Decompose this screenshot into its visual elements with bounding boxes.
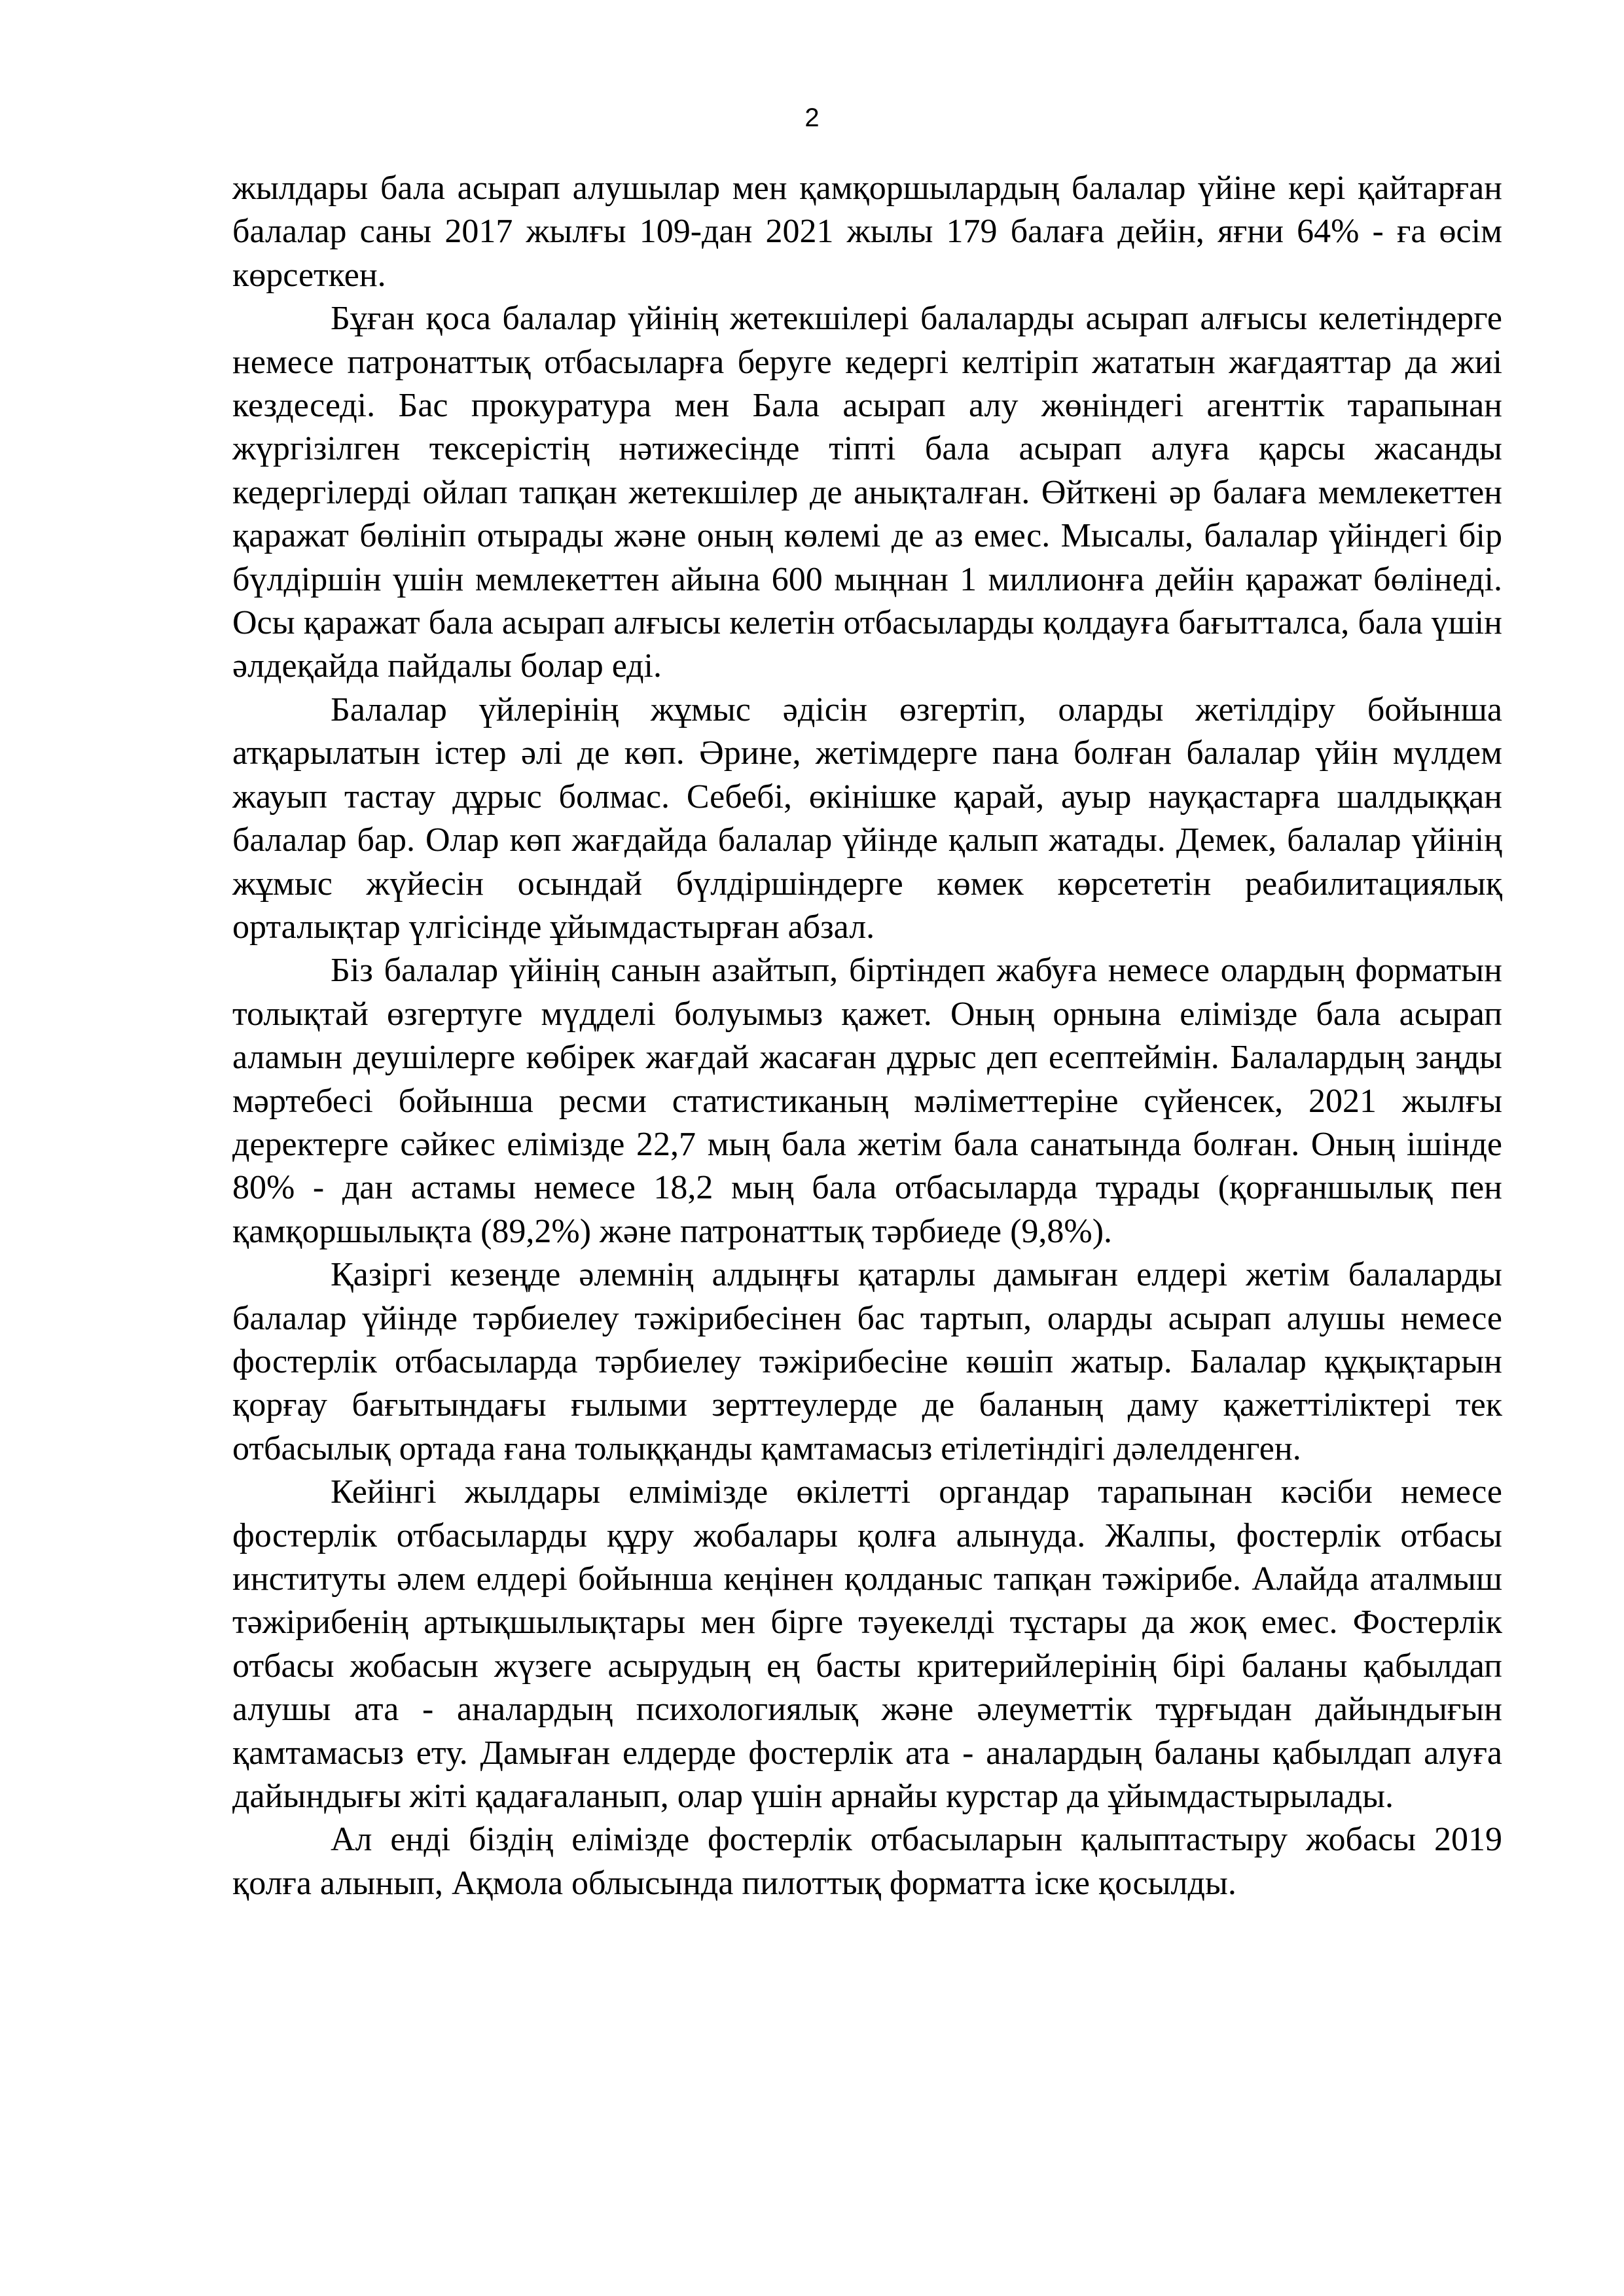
paragraph: Кейінгі жылдары елмімізде өкілетті органдар тарапынан кәсіби немесе фостерлік отбасыларды құру жобалары қолға алынуда. Жалпы, фостерлік отбасы институты әлем елдері бойынша кеңінен қолданыс тапқан тәжірибе. Алайда аталмыш тәжірибенің артықшылықтары мен бірге тәуекелді тұстары да жоқ емес. Фостерлік отбасы жобасын жүзеге асырудың ең басты критерийлерінің бірі баланы қабылдап алушы ата - аналардың психологиялық және әлеуметтік тұрғыдан дайындығын қамтамасыз ету. Дамыған елдерде фостерлік ата - аналардың баланы қабылдап алуға дайындығы жіті қадағаланып, олар үшін арнайы курстар да ұйымдастырылады. (232, 1473, 1502, 1816)
paragraph: Қазіргі кезеңде әлемнің алдыңғы қатарлы дамыған елдері жетім балаларды балалар үйінде тәрбиелеу тәжірибесінен бас тартып, оларды асырап алушы немесе фостерлік отбасыларда тәрбиелеу тәжірибесіне көшіп жатыр. Балалар құқықтарын қорғау бағытындағы ғылыми зерттеулерде де баланың даму қажеттіліктері тек отбасылық ортада ғана толыққанды қамтамасыз етілетіндігі дәлелденген. (232, 1256, 1502, 1467)
paragraph: жылдары бала асырап алушылар мен қамқоршылардың балалар үйіне кері қайтарған балалар саны 2017 жылғы 109-дан 2021 жылы 179 балаға дейін, яғни 64% - ға өсім көрсеткен. (232, 170, 1502, 294)
document-body (232, 167, 1502, 1905)
paragraph: Балалар үйлерінің жұмыс әдісін өзгертіп, оларды жетілдіру бойынша атқарылатын істер әлі де көп. Әрине, жетімдерге пана болған балалар үйін мүлдем жауып тастау дұрыс болмас. Себебі, өкінішке қарай, ауыр науқастарға шалдыққан балалар бар. Олар көп жағдайда балалар үйінде қалып жатады. Демек, балалар үйінің жұмыс жүйесін осындай бүлдіршіндерге көмек көрсететін реабилитациялық орталықтар үлгісінде ұйымдастырған абзал. (232, 691, 1502, 946)
page-number: 2 (804, 103, 820, 132)
paragraph: Ал енді біздің елімізде фостерлік отбасыларын қалыптастыру жобасы 2019 қолға алынып, Ақмола облысында пилоттық форматта іске қосылды. (232, 1821, 1502, 1902)
paragraph: Бұған қоса балалар үйінің жетекшілері балаларды асырап алғысы келетіндерге немесе патронаттық отбасыларға беруге кедергі келтіріп жататын жағдаяттар да жиі кездеседі. Бас прокуратура мен Бала асырап алу жөніндегі агенттік тарапынан жүргізілген тексерістің нәтижесінде тіпті бала асырап алуға қарсы жасанды кедергілерді ойлап тапқан жетекшілер де анықталған. Өйткені әр балаға мемлекеттен қаражат бөлініп отырады және оның көлемі де аз емес. Мысалы, балалар үйіндегі бір бүлдіршін үшін мемлекеттен айына 600 мыңнан 1 миллионға дейін қаражат бөлінеді. Осы қаражат бала асырап алғысы келетін отбасыларды қолдауға бағытталса, бала үшін әлдеқайда пайдалы болар еді. (232, 300, 1502, 685)
paragraph: Біз балалар үйінің санын азайтып, біртіндеп жабуға немесе олардың форматын толықтай өзгертуге мүдделі болуымыз қажет. Оның орнына елімізде бала асырап аламын деушілерге көбірек жағдай жасаған дұрыс деп есептеймін. Балалардың заңды мәртебесі бойынша ресми статистиканың мәліметтеріне сүйенсек, 2021 жылғы деректерге сәйкес елімізде 22,7 мың бала жетім бала санатында болған. Оның ішінде 80% - дан астамы немесе 18,2 мың бала отбасыларда тұрады (қорғаншылық пен қамқоршылықта (89,2%) және патронаттық тәрбиеде (9,8%). (232, 952, 1502, 1250)
